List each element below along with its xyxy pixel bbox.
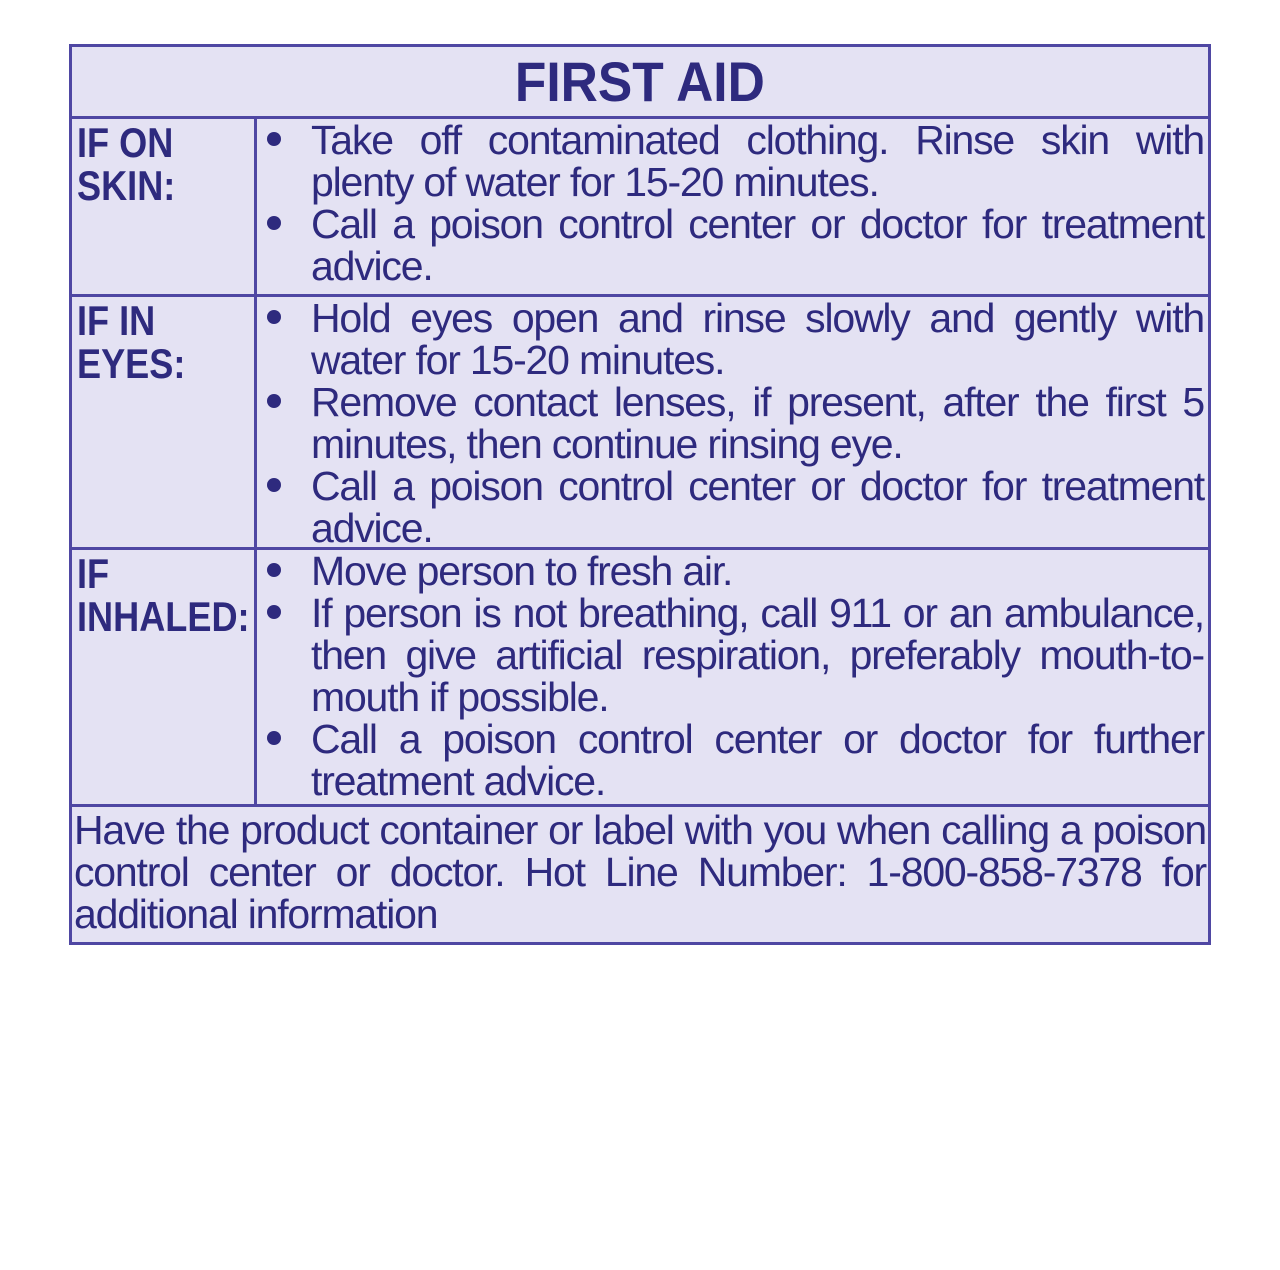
bullet-text: Move person to fresh air. — [311, 548, 733, 594]
bullet-icon — [267, 563, 281, 577]
list-item — [257, 119, 1204, 203]
list-item — [257, 203, 1204, 287]
bullet-icon — [267, 605, 281, 619]
section-eyes — [72, 297, 1208, 550]
section-content — [257, 550, 1208, 804]
section-label: IF ON SKIN: — [77, 119, 176, 209]
section-skin — [72, 119, 1208, 297]
bullet-text: Call a poison control center or doctor for treatment advice. — [311, 463, 1204, 551]
section-content — [257, 119, 1208, 294]
section-label-cell — [72, 297, 257, 547]
first-aid-title: FIRST AID — [515, 49, 765, 113]
bullet-icon — [267, 216, 281, 230]
bullet-icon — [267, 310, 281, 324]
bullet-text: If person is not breathing, call 911 or an ambulance, then give artificial respiration, preferably mouth-to-mouth if possible. — [311, 590, 1204, 720]
bullet-list — [257, 119, 1204, 287]
bullet-list — [257, 550, 1204, 802]
footer-text: Have the product container or label with you when calling a poison control center or doctor. Hot Line Number: 1-800-858-7378 for additional information — [74, 807, 1206, 937]
section-label-cell — [72, 119, 257, 294]
bullet-text: Take off contaminated clothing. Rinse skin with plenty of water for 15-20 minutes. — [311, 117, 1204, 205]
list-item — [257, 592, 1204, 718]
list-item — [257, 297, 1204, 381]
section-inhaled — [72, 550, 1208, 807]
bullet-icon — [267, 478, 281, 492]
section-content — [257, 295, 1208, 551]
list-item — [257, 465, 1204, 549]
list-item — [257, 718, 1204, 802]
list-item — [257, 550, 1204, 592]
title-row — [72, 47, 1208, 119]
footer-note — [72, 807, 1208, 935]
first-aid-panel — [69, 44, 1211, 945]
bullet-text: Remove contact lenses, if present, after the first 5 minutes, then continue rinsing eye. — [311, 379, 1204, 467]
bullet-text: Call a poison control center or doctor for further treatment advice. — [311, 716, 1204, 804]
bullet-icon — [267, 731, 281, 745]
bullet-list — [257, 297, 1204, 549]
bullet-icon — [267, 394, 281, 408]
section-label: IF INHALED: — [77, 550, 250, 640]
section-label: IF IN EYES: — [77, 297, 186, 387]
list-item — [257, 381, 1204, 465]
bullet-text: Call a poison control center or doctor for treatment advice. — [311, 201, 1204, 289]
bullet-text: Hold eyes open and rinse slowly and gently with water for 15-20 minutes. — [311, 295, 1204, 383]
bullet-icon — [267, 132, 281, 146]
section-label-cell — [72, 550, 257, 804]
